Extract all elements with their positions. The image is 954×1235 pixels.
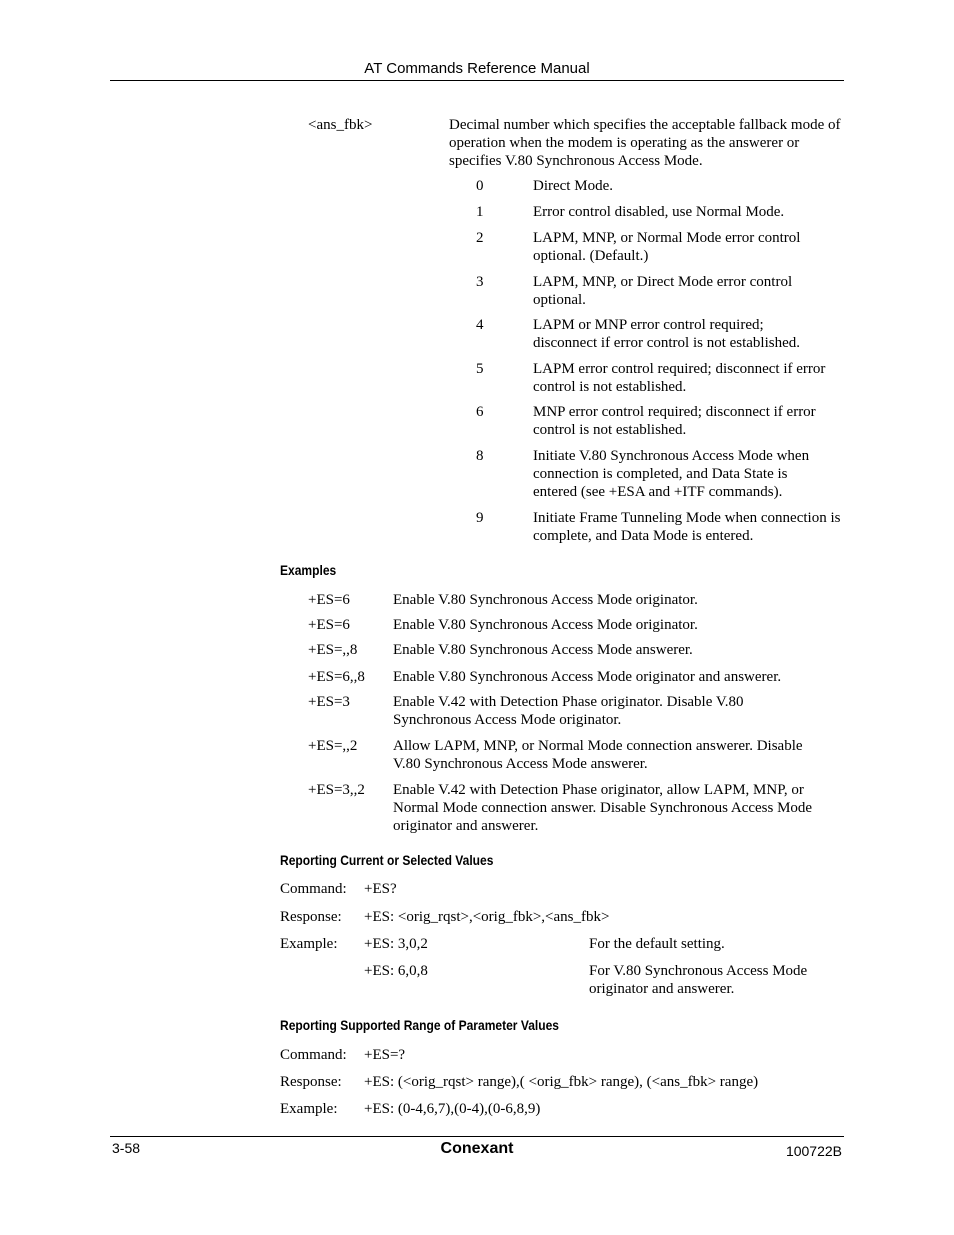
- response-value: +ES: (<orig_rqst> range),( <orig_fbk> range), (<ans_fbk> range): [364, 1074, 759, 1090]
- value-text: MNP error control required; disconnect if error control is not established.: [533, 404, 816, 438]
- value-text: Initiate V.80 Synchronous Access Mode when connection is completed, and Data State is entered (see +ESA and +ITF commands).: [533, 448, 810, 500]
- example-value: +ES: (0-4,6,7),(0-4),(0-6,8,9): [364, 1101, 541, 1117]
- value-text: LAPM, MNP, or Direct Mode error control optional.: [533, 274, 793, 308]
- example-command: +ES=,,2: [308, 738, 358, 754]
- value-text: LAPM or MNP error control required; disconnect if error control is not established.: [533, 317, 801, 351]
- param-name: <ans_fbk>: [308, 117, 373, 133]
- value-code: 6: [476, 404, 484, 420]
- value-code: 8: [476, 448, 484, 464]
- command-label: Command:: [280, 881, 347, 897]
- reporting-range-heading: Reporting Supported Range of Parameter Values: [280, 1017, 559, 1033]
- example-note: For V.80 Synchronous Access Mode originator and answerer.: [589, 963, 808, 997]
- response-label: Response:: [280, 909, 342, 925]
- command-label: Command:: [280, 1047, 347, 1063]
- example-command: +ES=6: [308, 617, 350, 633]
- value-code: 0: [476, 178, 484, 194]
- example-command: +ES=6,,8: [308, 669, 365, 685]
- example-label: Example:: [280, 936, 338, 952]
- header-rule: [110, 80, 844, 81]
- reporting-current-heading: Reporting Current or Selected Values: [280, 852, 494, 868]
- value-text: Direct Mode.: [533, 178, 613, 194]
- example-value: +ES: 6,0,8: [364, 963, 428, 979]
- value-text: LAPM error control required; disconnect if error control is not established.: [533, 361, 826, 395]
- example-command: +ES=3,,2: [308, 782, 365, 798]
- example-label: Example:: [280, 1101, 338, 1117]
- footer-rule: [110, 1136, 844, 1137]
- value-code: 2: [476, 230, 484, 246]
- page-number: 3-58: [112, 1140, 141, 1156]
- examples-heading: Examples: [280, 562, 337, 578]
- example-description: Allow LAPM, MNP, or Normal Mode connection answerer. Disable V.80 Synchronous Access Mode answerer.: [393, 738, 803, 772]
- example-note: For the default setting.: [589, 936, 725, 952]
- response-value: +ES: <orig_rqst>,<orig_fbk>,<ans_fbk>: [364, 909, 610, 925]
- example-value: +ES: 3,0,2: [364, 936, 428, 952]
- value-code: 4: [476, 317, 484, 333]
- value-code: 5: [476, 361, 484, 377]
- value-text: Initiate Frame Tunneling Mode when connection is complete, and Data Mode is entered.: [533, 510, 841, 544]
- header-title: AT Commands Reference Manual: [364, 60, 590, 77]
- response-label: Response:: [280, 1074, 342, 1090]
- value-code: 1: [476, 204, 484, 220]
- example-description: Enable V.42 with Detection Phase originator, allow LAPM, MNP, or Normal Mode connection answer. Disable Synchronous Access Mode originator and answerer.: [393, 782, 813, 834]
- company-name: Conexant: [440, 1140, 514, 1157]
- value-code: 3: [476, 274, 484, 290]
- example-command: +ES=3: [308, 694, 350, 710]
- example-command: +ES=,,8: [308, 642, 358, 658]
- value-text: Error control disabled, use Normal Mode.: [533, 204, 785, 220]
- example-description: Enable V.80 Synchronous Access Mode answerer.: [393, 642, 693, 658]
- document-number: 100722B: [785, 1143, 842, 1159]
- command-value: +ES?: [364, 881, 397, 897]
- example-description: Enable V.42 with Detection Phase originator. Disable V.80 Synchronous Access Mode originator.: [393, 694, 744, 728]
- example-description: Enable V.80 Synchronous Access Mode originator and answerer.: [393, 669, 782, 685]
- example-command: +ES=6: [308, 592, 350, 608]
- value-code: 9: [476, 510, 484, 526]
- example-description: Enable V.80 Synchronous Access Mode originator.: [393, 592, 698, 608]
- command-value: +ES=?: [364, 1047, 406, 1063]
- example-description: Enable V.80 Synchronous Access Mode originator.: [393, 617, 698, 633]
- value-text: LAPM, MNP, or Normal Mode error control optional. (Default.): [533, 230, 801, 264]
- param-description: Decimal number which specifies the acceptable fallback mode of operation when the modem is operating as the answerer or specifies V.80 Synchronous Access Mode.: [449, 117, 841, 169]
